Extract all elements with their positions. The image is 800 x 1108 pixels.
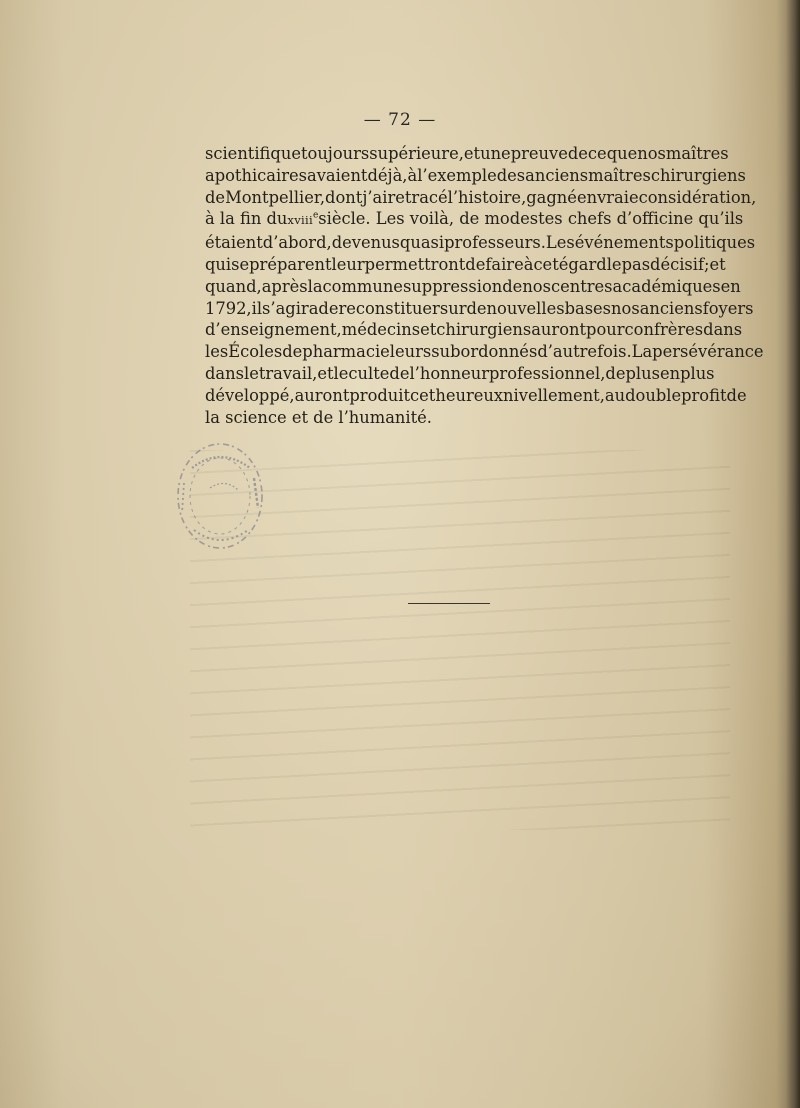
- word: culte: [348, 363, 390, 383]
- word: nouvelles: [486, 298, 565, 318]
- word: se: [231, 254, 250, 274]
- word: bases: [564, 298, 612, 318]
- word: ce: [587, 144, 607, 163]
- word: preuve: [510, 144, 568, 163]
- text-line-7: [205, 276, 741, 298]
- word: après: [261, 276, 308, 296]
- word: professeurs.: [444, 233, 546, 253]
- word: faire: [485, 254, 524, 274]
- stamp-icon: [170, 438, 270, 558]
- word: plus: [625, 363, 660, 383]
- word: permettront: [364, 254, 466, 274]
- word: étaient: [205, 233, 263, 253]
- word: apothicaires: [205, 165, 307, 185]
- word: scientifique: [205, 144, 301, 163]
- word: dont: [325, 187, 363, 207]
- word: nivellement,: [503, 385, 605, 405]
- text-line-4: [205, 208, 744, 232]
- word: auront: [531, 320, 587, 340]
- word: cet: [410, 385, 436, 405]
- word: et: [709, 254, 726, 274]
- text-line-13: la science et de l’humanité.: [205, 407, 432, 427]
- word: maîtres: [588, 165, 651, 185]
- word: profit: [681, 385, 727, 405]
- word: médecins: [341, 320, 421, 340]
- word: les: [205, 342, 229, 362]
- word: centres: [550, 276, 613, 296]
- word: en: [576, 187, 598, 207]
- text-line-3: [205, 187, 757, 209]
- century-suffix: e: [312, 210, 319, 221]
- word: supérieure,: [369, 144, 464, 163]
- word: Montpellier,: [225, 187, 326, 207]
- word: quasi: [399, 233, 445, 253]
- bleed-through-text: [190, 450, 730, 830]
- word: vraie: [597, 187, 639, 207]
- word: qui: [205, 254, 232, 274]
- page-edge-shadow: [786, 0, 800, 1108]
- word: d’abord,: [262, 233, 332, 253]
- word: et: [317, 363, 334, 383]
- word: auront: [294, 385, 350, 405]
- word: suppression: [402, 276, 503, 296]
- word: travail,: [258, 363, 318, 383]
- word: retracé: [387, 187, 448, 207]
- text-line-8: [205, 298, 754, 320]
- word: 1792,: [205, 298, 252, 318]
- word: de: [605, 363, 626, 383]
- word: devenus: [331, 233, 400, 253]
- word: pour: [586, 320, 625, 340]
- text-line-4-lead: à la fin du: [205, 209, 288, 229]
- word: politiques: [673, 233, 756, 253]
- word: en: [659, 363, 681, 383]
- word: subordonnés: [431, 342, 538, 362]
- word: déjà,: [367, 165, 408, 185]
- text-line-12: [205, 385, 747, 407]
- library-stamp: [170, 438, 270, 558]
- word: de: [205, 187, 226, 207]
- word: la: [307, 276, 323, 296]
- word: et: [420, 320, 437, 340]
- word: des: [496, 165, 526, 185]
- word: plus: [680, 363, 715, 383]
- word: pas: [621, 254, 651, 274]
- word: en: [720, 276, 741, 296]
- word: dans: [703, 320, 743, 340]
- word: le: [243, 363, 259, 383]
- word: considération,: [638, 187, 757, 207]
- text-line-1: [205, 143, 729, 165]
- word: l’histoire,: [447, 187, 527, 207]
- word: reconstituer: [338, 298, 440, 318]
- word: anciens: [639, 298, 703, 318]
- paragraph: [205, 143, 764, 428]
- text-line-2: [205, 165, 746, 187]
- word: nos: [611, 298, 640, 318]
- word: chirurgiens: [436, 320, 532, 340]
- word: de: [726, 385, 747, 405]
- word: persévérance: [652, 342, 764, 362]
- word: le: [333, 363, 349, 383]
- word: leur: [331, 254, 365, 274]
- word: leurs: [389, 342, 432, 362]
- text-line-6: [205, 254, 726, 276]
- text-line-11: [205, 363, 715, 385]
- word: une: [480, 144, 511, 163]
- word: quand,: [205, 276, 262, 296]
- word: et: [463, 144, 481, 163]
- word: sur: [439, 298, 467, 318]
- word: j’ai: [362, 187, 388, 207]
- word: produit: [349, 385, 411, 405]
- word: l’honneur: [409, 363, 489, 383]
- word: pharmacie: [302, 342, 390, 362]
- text-line-9: [205, 319, 743, 341]
- word: avaient: [306, 165, 368, 185]
- word: nos: [637, 144, 666, 163]
- word: maîtres: [665, 144, 729, 163]
- word: égard: [558, 254, 607, 274]
- page-number: — 72 —: [363, 110, 437, 130]
- word: de: [466, 298, 487, 318]
- word: foyers: [702, 298, 754, 318]
- word: au: [604, 385, 626, 405]
- word: décisif;: [650, 254, 710, 274]
- word: de: [502, 276, 523, 296]
- word: de: [567, 144, 588, 163]
- word: d’autrefois.: [537, 342, 632, 362]
- century-numeral: [287, 208, 318, 232]
- word: à: [407, 165, 418, 185]
- text-line-10: [205, 341, 764, 363]
- word: préparent: [249, 254, 332, 274]
- word: que: [606, 144, 638, 163]
- word: développé,: [205, 385, 295, 405]
- word: s’agira: [262, 298, 319, 318]
- word: Écoles: [228, 342, 283, 362]
- word: le: [606, 254, 622, 274]
- text-line-4-tail: siècle. Les voilà, de modestes chefs d’officine qu’ils: [318, 209, 744, 229]
- word: de: [282, 342, 303, 362]
- word: gagné: [526, 187, 577, 207]
- section-rule: [408, 603, 490, 604]
- word: nos: [522, 276, 551, 296]
- word: l’exemple: [417, 165, 497, 185]
- word: double: [625, 385, 682, 405]
- word: de: [389, 363, 410, 383]
- word: de: [318, 298, 339, 318]
- century-roman: xviii: [287, 213, 313, 228]
- word: événements: [574, 233, 674, 253]
- word: La: [631, 342, 653, 362]
- word: de: [465, 254, 486, 274]
- word: anciens: [525, 165, 589, 185]
- word: il: [251, 298, 263, 318]
- word: académiques: [612, 276, 721, 296]
- word: heureux: [435, 385, 504, 405]
- word: commune: [322, 276, 403, 296]
- word: confrères: [624, 320, 704, 340]
- word: chirurgiens: [650, 165, 746, 185]
- text-line-5: [205, 232, 756, 254]
- word: toujours: [300, 144, 370, 163]
- word: professionnel,: [489, 363, 606, 383]
- word: à: [523, 254, 534, 274]
- word: Les: [545, 233, 575, 253]
- word: cet: [533, 254, 559, 274]
- word: dans: [205, 363, 244, 383]
- word: d’enseignement,: [205, 320, 342, 340]
